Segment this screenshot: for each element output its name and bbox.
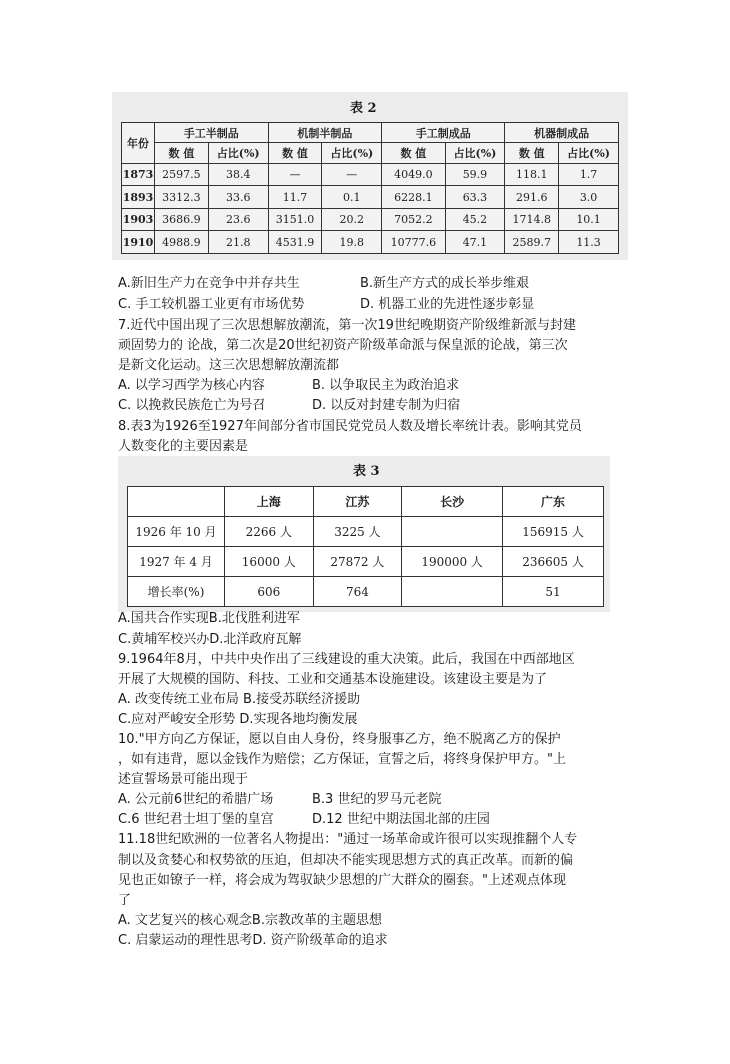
table3-cell: 156915 人 — [503, 517, 604, 547]
table2-group-header: 机器制成品 — [505, 123, 619, 143]
q10-option-a: A. 公元前6世纪的希腊广场 — [118, 792, 274, 807]
q8-options-cd: C.黄埔军校兴办D.北洋政府瓦解 — [118, 632, 302, 647]
table2-cell: 11.7 — [268, 186, 322, 209]
table3-cell: 190000 人 — [402, 547, 503, 577]
table3-corner — [128, 487, 225, 517]
table2-cell: 3.0 — [559, 186, 619, 209]
table3-cell: 764 — [313, 577, 402, 607]
q8-options-ab: A.国共合作实现B.北伐胜利进军 — [118, 611, 300, 626]
q10-stem-line2: ，如有违背，愿以金钱作为赔偿；乙方保证，宣誓之后，将终身保护甲方。"上 — [118, 752, 566, 767]
q8-stem-line1: 8.表3为1926至1927年间部分省市国民党党员人数及增长率统计表。影响其党员 — [118, 419, 582, 434]
table2-cell: 20.2 — [322, 208, 382, 231]
table3-cell: 27872 人 — [313, 547, 402, 577]
q6-option-b: B.新生产方式的成长举步维艰 — [360, 276, 530, 291]
q11-stem-line1: 11.18世纪欧洲的一位著名人物提出："通过一场革命或许很可以实现推翻个人专 — [118, 832, 578, 847]
q11-stem-line3: 见也正如镣子一样，将会成为驾驭缺少思想的广大群众的圈套。"上述观点体现 — [118, 873, 566, 888]
table3-row-label: 1927 年 4 月 — [128, 547, 225, 577]
table3-col-header: 广东 — [503, 487, 604, 517]
q6-option-c: C. 手工较机器工业更有市场优势 — [118, 297, 305, 312]
table3-col-header: 长沙 — [402, 487, 503, 517]
table2-sub-header: 数 值 — [505, 143, 559, 163]
q10-option-c: C.6 世纪君士坦丁堡的皇宫 — [118, 812, 274, 827]
q10-stem-line1: 10."甲方向乙方保证，愿以自由人身份，终身服事乙方，绝不脱离乙方的保护 — [118, 732, 561, 747]
table2-year-cell: 1903 — [122, 208, 155, 231]
table2-cell: 59.9 — [445, 163, 505, 186]
table2-cell: 38.4 — [208, 163, 268, 186]
table2-sub-header: 占比(%) — [208, 143, 268, 163]
table2-cell: 1.7 — [559, 163, 619, 186]
q9-stem-line1: 9.1964年8月，中共中央作出了三线建设的重大决策。此后，我国在中西部地区 — [118, 652, 575, 667]
table2-cell: 2589.7 — [505, 231, 559, 254]
q7-option-b: B. 以争取民主为政治追求 — [312, 378, 460, 393]
table-row — [128, 577, 604, 607]
q8-stem-line2: 人数变化的主要因素是 — [118, 439, 249, 454]
table2-cell: 3151.0 — [268, 208, 322, 231]
table2-cell: 10.1 — [559, 208, 619, 231]
table3-caption: 表 3 — [353, 464, 380, 479]
table2-group-header: 手工制成品 — [382, 123, 505, 143]
q7-stem-line1: 7.近代中国出现了三次思想解放潮流，第一次19世纪晚期资产阶级维新派与封建 — [118, 318, 576, 333]
table-row — [122, 208, 619, 231]
table2-cell: 3312.3 — [155, 186, 209, 209]
table2-year-cell: 1910 — [122, 231, 155, 254]
table2-year-header: 年份 — [122, 123, 155, 164]
table2-cell: 118.1 — [505, 163, 559, 186]
table2-cell: 1714.8 — [505, 208, 559, 231]
table2-cell: 4049.0 — [382, 163, 445, 186]
table2-cell: 0.1 — [322, 186, 382, 209]
q11-options-cd: C. 启蒙运动的理性思考D. 资产阶级革命的追求 — [118, 933, 388, 948]
table2-sub-header: 占比(%) — [445, 143, 505, 163]
table2-cell: 7052.2 — [382, 208, 445, 231]
q7-stem-line3: 是新文化运动。这三次思想解放潮流都 — [118, 358, 340, 373]
table3-row-label: 1926 年 10 月 — [128, 517, 225, 547]
table-row — [122, 186, 619, 209]
table-row — [128, 547, 604, 577]
table2-cell: 45.2 — [445, 208, 505, 231]
table2-cell: 291.6 — [505, 186, 559, 209]
table2-year-cell: 1873 — [122, 163, 155, 186]
table2-cell: 23.6 — [208, 208, 268, 231]
table2-cell: 47.1 — [445, 231, 505, 254]
table2-cell: 4531.9 — [268, 231, 322, 254]
table2-sub-header: 占比(%) — [559, 143, 619, 163]
q10-option-b: B.3 世纪的罗马元老院 — [312, 792, 442, 807]
q11-stem-line2: 制以及贪婪心和权势欲的压迫，但却决不能实现思想方式的真正改革。而新的偏 — [118, 853, 574, 868]
table2-cell: 6228.1 — [382, 186, 445, 209]
q9-stem-line2: 开展了大规模的国防、科技、工业和交通基本设施建设。该建设主要是为了 — [118, 672, 548, 687]
table2-cell: — — [322, 163, 382, 186]
table3-cell — [402, 577, 503, 607]
table-row — [122, 231, 619, 254]
q10-option-d: D.12 世纪中期法国北部的庄园 — [312, 812, 490, 827]
table2-cell: 11.3 — [559, 231, 619, 254]
table3-cell: 16000 人 — [225, 547, 314, 577]
q7-option-d: D. 以反对封建专制为归宿 — [312, 398, 461, 413]
table2-sub-header: 数 值 — [268, 143, 322, 163]
table2-cell: 63.3 — [445, 186, 505, 209]
table2-cell: 10777.6 — [382, 231, 445, 254]
table3-row-label: 增长率(%) — [128, 577, 225, 607]
table2-year-cell: 1893 — [122, 186, 155, 209]
table3-cell: 236605 人 — [503, 547, 604, 577]
table-row — [122, 163, 619, 186]
table3-cell: 606 — [225, 577, 314, 607]
q11-options-ab: A. 文艺复兴的核心观念B.宗教改革的主题思想 — [118, 913, 382, 928]
table3-cell: 3225 人 — [313, 517, 402, 547]
q6-option-d: D. 机器工业的先进性逐步彰显 — [360, 297, 535, 312]
table3 — [127, 486, 604, 607]
table2-cell: 4988.9 — [155, 231, 209, 254]
q9-options-ab: A. 改变传统工业布局 B.接受苏联经济援助 — [118, 692, 361, 707]
table2-sub-header: 占比(%) — [322, 143, 382, 163]
q7-option-a: A. 以学习西学为核心内容 — [118, 378, 265, 393]
table2-cell: 33.6 — [208, 186, 268, 209]
q7-stem-line2: 顽固势力的 论战，第二次是20世纪初资产阶级革命派与保皇派的论战，第三次 — [118, 338, 568, 353]
table2 — [121, 122, 619, 254]
table2-group-header: 机制半制品 — [268, 123, 382, 143]
table3-col-header: 江苏 — [313, 487, 402, 517]
table3-col-header: 上海 — [225, 487, 314, 517]
q9-options-cd: C.应对严峻安全形势 D.实现各地均衡发展 — [118, 712, 358, 727]
table2-group-header: 手工半制品 — [155, 123, 269, 143]
q11-stem-line4: 了 — [118, 893, 132, 908]
table2-cell: — — [268, 163, 322, 186]
table2-cell: 21.8 — [208, 231, 268, 254]
q7-option-c: C. 以挽救民族危亡为号召 — [118, 398, 266, 413]
q10-stem-line3: 述宣誓场景可能出现于 — [118, 772, 249, 787]
table2-sub-header: 数 值 — [382, 143, 445, 163]
table3-cell — [402, 517, 503, 547]
table2-cell: 3686.9 — [155, 208, 209, 231]
q6-option-a: A.新旧生产力在竞争中并存共生 — [118, 276, 300, 291]
table2-cell: 2597.5 — [155, 163, 209, 186]
table2-cell: 19.8 — [322, 231, 382, 254]
table3-cell: 2266 人 — [225, 517, 314, 547]
table2-caption: 表 2 — [350, 101, 377, 116]
table-row — [128, 517, 604, 547]
table2-sub-header: 数 值 — [155, 143, 209, 163]
table3-cell: 51 — [503, 577, 604, 607]
